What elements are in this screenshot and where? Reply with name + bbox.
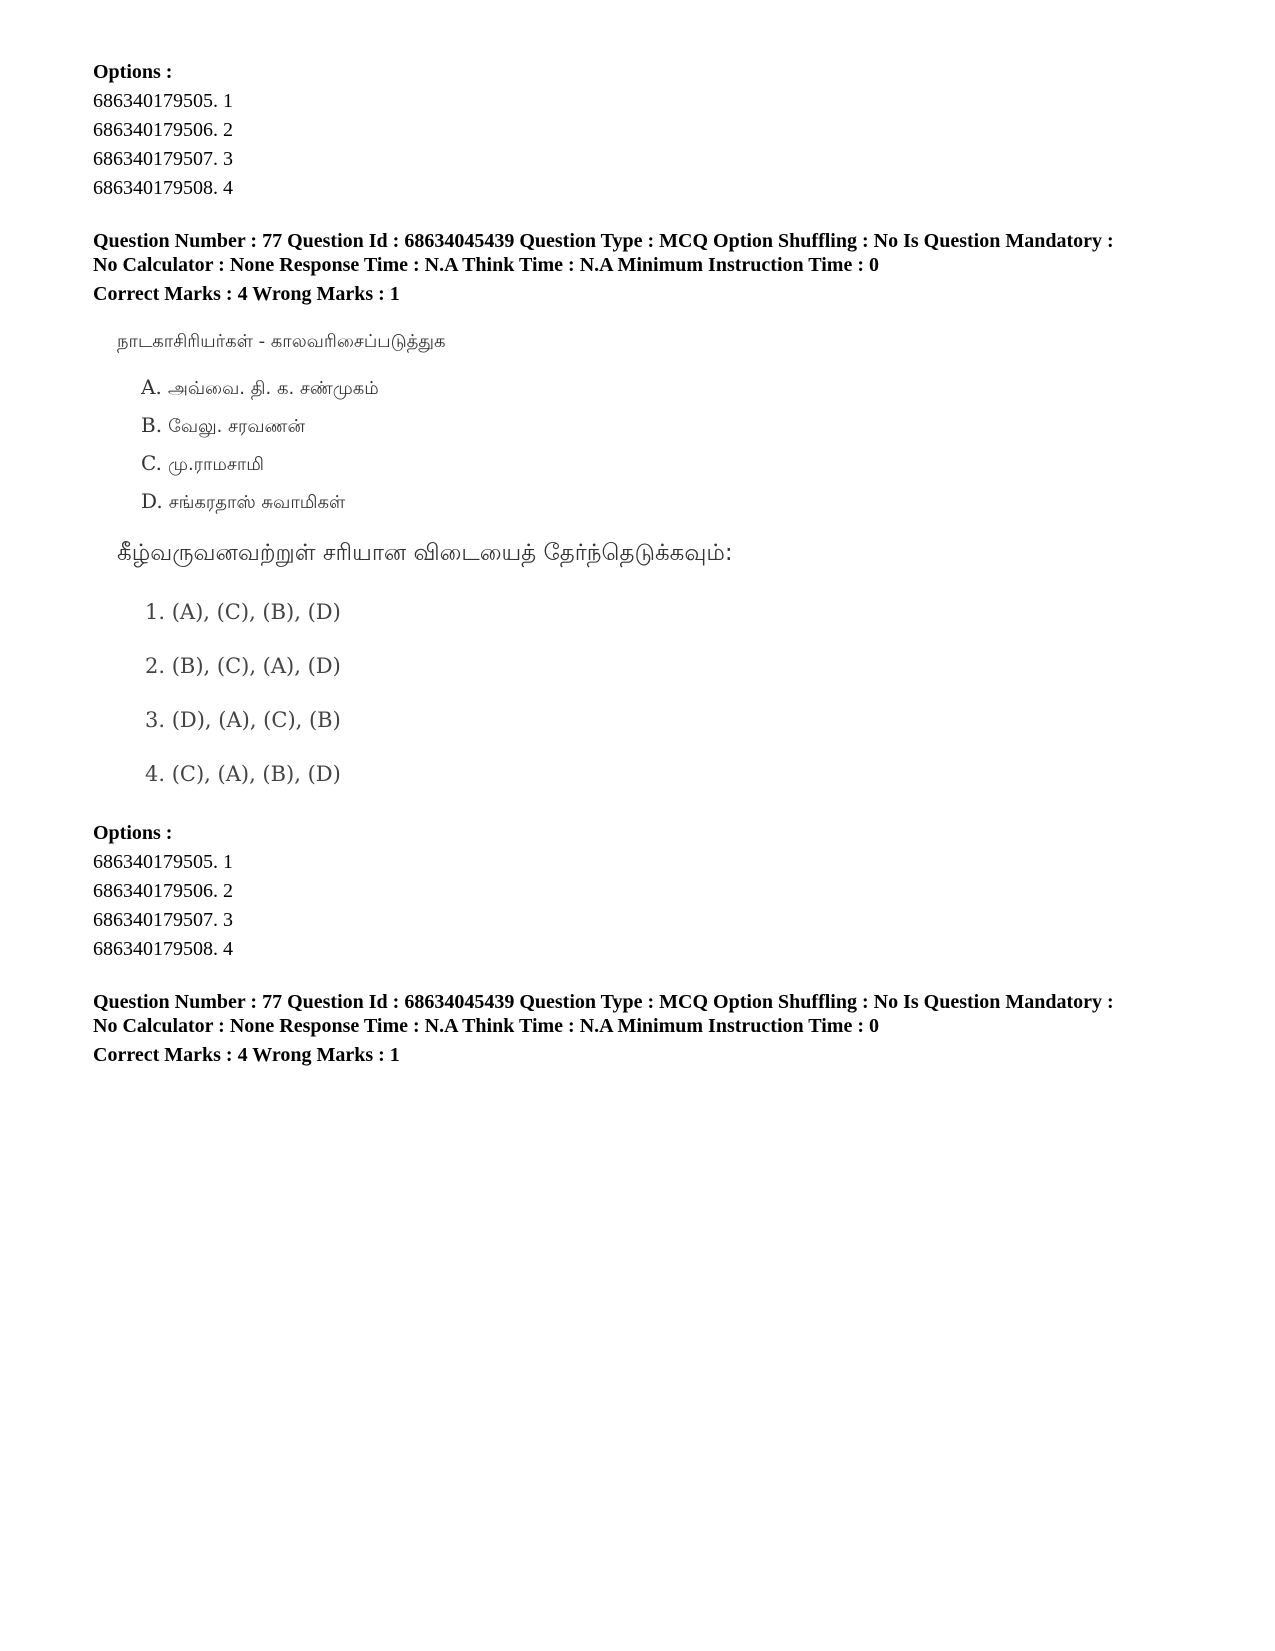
options-heading: Options : bbox=[93, 61, 173, 83]
options-block-bottom bbox=[93, 819, 1193, 964]
question-meta-line-1: Question Number : 77 Question Id : 68634045439 Question Type : MCQ Option Shuffling : No Is Question Mandatory : bbox=[93, 991, 1114, 1013]
question-meta-line-2: No Calculator : None Response Time : N.A Think Time : N.A Minimum Instruction Time : 0 bbox=[93, 254, 879, 276]
question-meta-line-2: No Calculator : None Response Time : N.A Think Time : N.A Minimum Instruction Time : 0 bbox=[93, 1015, 879, 1037]
options-block-top bbox=[93, 58, 1193, 203]
question-item-b bbox=[141, 407, 1017, 445]
item-letter: B. bbox=[141, 413, 163, 437]
question-item-a bbox=[141, 369, 1017, 407]
item-text: வேலு. சரவணன் bbox=[168, 416, 305, 437]
option-item: 686340179508. 4 bbox=[93, 177, 233, 199]
question-choices bbox=[145, 585, 1017, 801]
choice-1: 1. (A), (C), (B), (D) bbox=[145, 600, 341, 624]
options-heading: Options : bbox=[93, 822, 173, 844]
option-item: 686340179506. 2 bbox=[93, 119, 233, 141]
question-marks: Correct Marks : 4 Wrong Marks : 1 bbox=[93, 1044, 400, 1066]
item-text: அவ்வை. தி. க. சண்முகம் bbox=[167, 378, 379, 399]
item-text: மு.ராமசாமி bbox=[167, 454, 264, 475]
option-item: 686340179507. 3 bbox=[93, 909, 233, 931]
option-item: 686340179505. 1 bbox=[93, 90, 233, 112]
choice-3: 3. (D), (A), (C), (B) bbox=[145, 708, 341, 732]
option-item: 686340179508. 4 bbox=[93, 938, 233, 960]
question-item-d bbox=[141, 483, 1017, 521]
question-marks: Correct Marks : 4 Wrong Marks : 1 bbox=[93, 283, 400, 305]
question-body bbox=[117, 329, 1017, 801]
option-item: 686340179507. 3 bbox=[93, 148, 233, 170]
choice-2: 2. (B), (C), (A), (D) bbox=[145, 654, 341, 678]
question-meta-line-1: Question Number : 77 Question Id : 68634045439 Question Type : MCQ Option Shuffling : No Is Question Mandatory : bbox=[93, 230, 1114, 252]
option-item: 686340179506. 2 bbox=[93, 880, 233, 902]
document-page bbox=[93, 58, 1193, 1070]
next-question-meta bbox=[93, 990, 1193, 1070]
question-item-c bbox=[141, 445, 1017, 483]
item-letter: D. bbox=[141, 489, 163, 513]
item-letter: A. bbox=[141, 375, 162, 399]
item-text: சங்கரதாஸ் சுவாமிகள் bbox=[168, 492, 346, 513]
question-title: நாடகாசிரியர்கள் - காலவரிசைப்படுத்துக bbox=[117, 331, 446, 352]
item-letter: C. bbox=[141, 451, 162, 475]
choice-4: 4. (C), (A), (B), (D) bbox=[145, 762, 341, 786]
option-item: 686340179505. 1 bbox=[93, 851, 233, 873]
question-instruction: கீழ்வருவனவற்றுள் சரியான விடையைத் தேர்ந்தெடுக்கவும்: bbox=[117, 540, 733, 566]
question-items bbox=[141, 369, 1017, 521]
question-meta bbox=[93, 229, 1193, 309]
